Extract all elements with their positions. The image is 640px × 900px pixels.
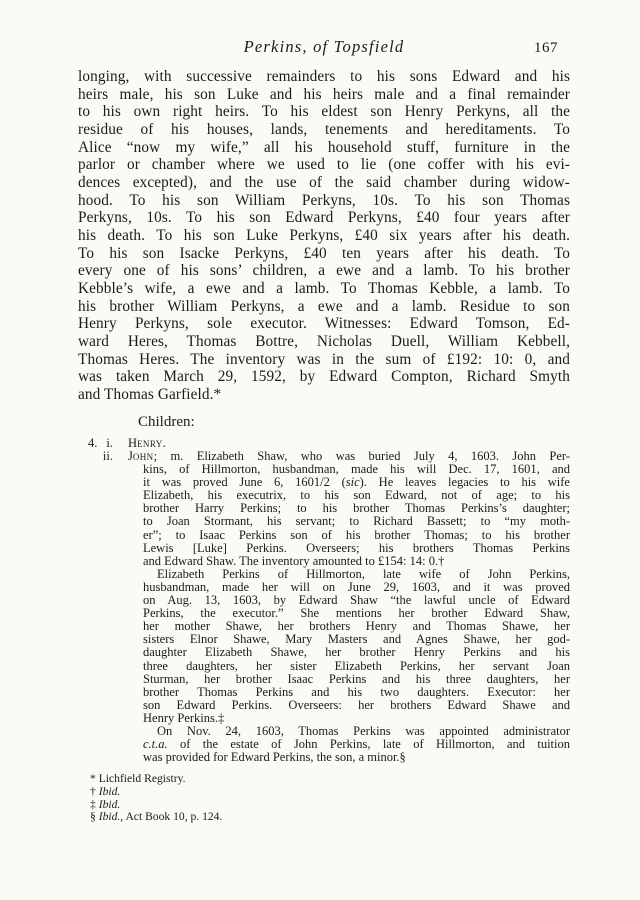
- text-line: Kebble’s wife, a ewe and a lamb. To Thomas Kebble, a lamb. To: [78, 279, 570, 297]
- text-column: [78, 0, 570, 900]
- text-line: ward Heres, Thomas Bottre, Nicholas Duell, William Kebbell,: [78, 332, 570, 350]
- text-line: ‡ Ibid.: [90, 797, 121, 811]
- text-line: Lewis [Luke] Perkins. Overseers; his brothers Thomas Perkins: [143, 540, 570, 555]
- text-line: and Edward Shaw. The inventory amounted to £154: 14: 0.†: [143, 553, 445, 568]
- running-header-title: Perkins, of Topsfield: [243, 37, 405, 56]
- text-line: § Ibid., Act Book 10, p. 124.: [90, 810, 223, 824]
- text-line: Thomas Heres. The inventory was in the sum of £192: 10: 0, and: [78, 350, 570, 368]
- text-line: c.t.a. of the estate of John Perkins, late of Hillmorton, and tuition: [143, 737, 570, 752]
- text-line: Sturman, her brother Isaac Perkins and his three daughters, her: [143, 671, 570, 686]
- text-line: Perkyns, 10s. To his son Edward Perkyns, £40 four years after: [78, 209, 570, 227]
- text-line: Elizabeth Perkins of Hillmorton, late wife of John Perkins,: [157, 566, 570, 581]
- child-entry-text: [128, 449, 570, 765]
- text-line: son Edward Perkins. Overseers: her brothers Edward Shawe and: [143, 697, 570, 712]
- running-header: [78, 37, 570, 57]
- children-heading: Children:: [138, 414, 195, 430]
- text-line: Elizabeth, his executrix, to his son Edward, not of age; to his: [143, 488, 570, 503]
- text-line: on Aug. 13, 1603, by Edward Shaw “the lawful uncle of Edward: [143, 593, 570, 608]
- footnotes: [90, 773, 582, 824]
- text-line: Henry Perkyns, sole executor. Witnesses: Edward Tomson, Ed-: [78, 315, 570, 333]
- text-line: daughter Elizabeth Shawe, her brother Henry Perkins and his: [143, 645, 570, 660]
- text-line: husbandman, made her will on June 29, 1603, and it was proved: [143, 579, 570, 594]
- text-line: was provided for Edward Perkins, the son, a minor.§: [143, 750, 406, 765]
- text-line: three daughters, her sister Elizabeth Perkins, her servant Joan: [143, 658, 570, 673]
- text-line: longing, with successive remainders to his sons Edward and his: [78, 68, 570, 85]
- text-line: Perkins, the executor.” She mentions her brother Edward Shaw,: [143, 606, 570, 621]
- child-roman-numeral: i.: [106, 436, 113, 450]
- text-line: brother Thomas Perkins and his two daughters. Executor: her: [143, 684, 570, 699]
- text-line: kins, of Hillmorton, husbandman, made his will Dec. 17, 1601, and: [143, 462, 570, 477]
- text-line: was taken March 29, 1592, by Edward Compton, Richard Smyth: [78, 368, 570, 386]
- text-line: * Lichfield Registry.: [90, 772, 186, 785]
- text-line: her mother Shawe, her brothers Henry and Thomas Shawe, her: [143, 619, 570, 634]
- text-line: To his son Isacke Perkyns, £40 ten years after his death. To: [78, 244, 570, 262]
- text-line: Henry.: [128, 436, 166, 450]
- child-family-number: 4.: [88, 436, 98, 450]
- text-line: hood. To his son William Perkyns, 10s. To his son Thomas: [78, 191, 570, 209]
- text-line: dences excepted), and the use of the said chamber during widow-: [78, 173, 570, 191]
- text-line: heirs male, his son Luke and his heirs male and a final remainder: [78, 85, 570, 103]
- child-entry-john: [78, 450, 570, 764]
- text-line: every one of his sons’ children, a ewe and a lamb. To his brother: [78, 262, 570, 280]
- text-line: sisters Elnor Shawe, Mary Masters and Agnes Shawe, her god-: [143, 632, 570, 647]
- text-line: brother Harry Perkins; to his brother Thomas Perkins’s daughter;: [143, 501, 570, 516]
- text-line: On Nov. 24, 1603, Thomas Perkins was appointed administrator: [157, 723, 570, 738]
- text-line: † Ibid.: [90, 784, 121, 798]
- page-number: 167: [534, 40, 558, 56]
- child-roman-numeral: ii.: [102, 449, 113, 463]
- text-line: his death. To his son Luke Perkyns, £40 six years after his death.: [78, 226, 570, 244]
- text-line: to Joan Stormant, his servant; to Richard Bassett; to “my moth-: [143, 514, 570, 529]
- text-line: Alice “now my wife,” all his household stuff, furniture in the: [78, 138, 570, 156]
- text-line: residue of his houses, lands, tenements and hereditaments. To: [78, 120, 570, 138]
- text-line: to his own right heirs. To his eldest son Henry Perkyns, all the: [78, 103, 570, 121]
- text-line: Henry Perkins.‡: [143, 710, 225, 725]
- text-line: John; m. Elizabeth Shaw, who was buried July 4, 1603. John Per-: [128, 449, 570, 463]
- text-line: it was proved June 6, 1601/2 (sic). He leaves legacies to his wife: [143, 475, 570, 490]
- body-text: [78, 68, 570, 403]
- text-line: parlor or chamber where we used to lie (one coffer with his evi-: [78, 156, 570, 174]
- text-line: his brother William Perkyns, a ewe and a lamb. Residue to son: [78, 297, 570, 315]
- text-line: and Thomas Garfield.*: [78, 385, 222, 403]
- text-line: er”; to Isaac Perkins son of his brother Thomas; to his brother: [143, 527, 570, 542]
